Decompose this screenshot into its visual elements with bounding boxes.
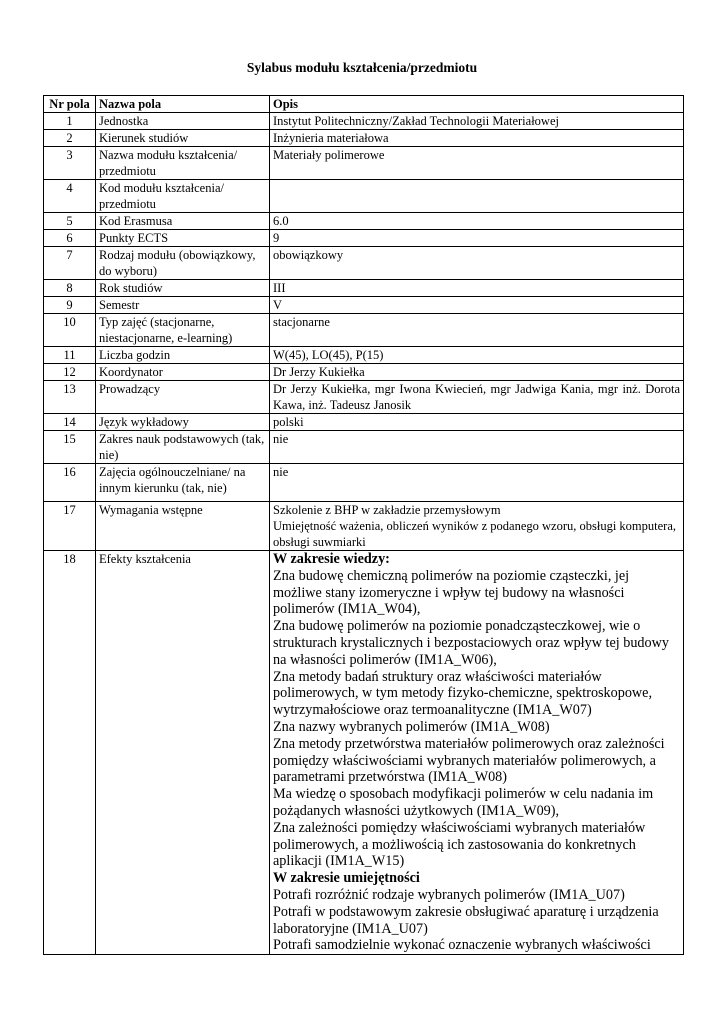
field-name: Zajęcia ogólnouczelniane/ na innym kierunku (tak, nie) (96, 464, 270, 502)
table-row (44, 247, 684, 280)
field-description: Inżynieria materiałowa (270, 130, 684, 147)
field-name: Punkty ECTS (96, 230, 270, 247)
row-number: 6 (44, 230, 96, 247)
skill-outcome: Potrafi samodzielnie wykonać oznaczenie wybranych właściwości (273, 937, 651, 954)
skills-heading: W zakresie umiejętności (273, 870, 420, 887)
field-name: Efekty kształcenia (96, 551, 270, 955)
field-name: Typ zajęć (stacjonarne, niestacjonarne, e-learning) (96, 314, 270, 347)
skill-outcome: Potrafi w podstawowym zakresie obsługiwać aparaturę i urządzenia laboratoryjne (IM1A_U07) (273, 903, 659, 937)
field-name: Rok studiów (96, 280, 270, 297)
knowledge-outcome: Zna budowę chemiczną polimerów na poziomie cząsteczki, jej możliwe stany izomeryczne i wpływ tej budowy na własności polimerów (IM1A_W04), (273, 567, 630, 618)
row-number: 5 (44, 213, 96, 230)
table-row (44, 213, 684, 230)
header-name: Nazwa pola (96, 96, 270, 113)
knowledge-outcome: Zna metody badań struktury oraz właściwości materiałów polimerowych, w tym metody fizyko-chemiczne, spektroskopowe, wytrzymałościowe oraz termoanalityczne (IM1A_W07) (273, 668, 653, 719)
field-description: obowiązkowy (270, 247, 684, 280)
field-name: Kierunek studiów (96, 130, 270, 147)
row-number: 17 (44, 502, 96, 551)
knowledge-outcome: Zna metody przetwórstwa materiałów polimerowych oraz zależności pomiędzy właściwościami wybranych materiałów polimerowych, a parametrami przetwórstwa (IM1A_W08) (273, 735, 665, 786)
field-description: V (270, 297, 684, 314)
table-row (44, 364, 684, 381)
learning-outcomes-description (270, 551, 684, 955)
field-description: III (270, 280, 684, 297)
field-name: Prowadzący (96, 381, 270, 414)
knowledge-outcome: Ma wiedzę o sposobach modyfikacji polimerów w celu nadania im pożądanych własności użytkowych (IM1A_W09), (273, 786, 654, 819)
table-row (44, 381, 684, 414)
table-row (44, 280, 684, 297)
header-nr: Nr pola (44, 96, 96, 113)
row-number: 14 (44, 414, 96, 431)
row-number: 12 (44, 364, 96, 381)
row-number: 13 (44, 381, 96, 414)
field-name: Zakres nauk podstawowych (tak, nie) (96, 431, 270, 464)
row-number: 8 (44, 280, 96, 297)
table-header-row (44, 96, 684, 113)
field-name: Kod Erasmusa (96, 213, 270, 230)
row-number: 15 (44, 431, 96, 464)
row-number: 4 (44, 180, 96, 213)
row-number: 11 (44, 347, 96, 364)
row-number: 18 (44, 551, 96, 955)
row-number: 10 (44, 314, 96, 347)
field-name: Nazwa modułu kształcenia/ przedmiotu (96, 147, 270, 180)
field-name: Semestr (96, 297, 270, 314)
prerequisite-line: Umiejętność ważenia, obliczeń wyników z podanego wzoru, obsługi komputera, obsługi suwmiarki (273, 519, 677, 549)
table-row (44, 431, 684, 464)
prerequisites-description (270, 502, 684, 551)
prerequisite-line: Szkolenie z BHP w zakładzie przemysłowym (273, 503, 501, 517)
knowledge-outcome: Zna budowę polimerów na poziomie ponadcząsteczkowej, wie o strukturach krystalicznych i bezpostaciowych oraz wpływ tej budowy na własności polimerów (IM1A_W06), (273, 618, 669, 668)
row-number: 16 (44, 464, 96, 502)
document-title: Sylabus modułu kształcenia/przedmiotu (246, 60, 478, 75)
table-row (44, 347, 684, 364)
field-description: Dr Jerzy Kukiełka, mgr Iwona Kwiecień, mgr Jadwiga Kania, mgr inż. Dorota Kawa, inż. Tadeusz Janosik (270, 381, 684, 414)
knowledge-outcome: Zna zależności pomiędzy właściwościami wybranych materiałów polimerowych, a możliwością ich zastosowania do konkretnych aplikacji (IM1A_W15) (273, 819, 646, 870)
field-name: Język wykładowy (96, 414, 270, 431)
field-description: nie (270, 464, 684, 502)
knowledge-heading: W zakresie wiedzy: (273, 551, 390, 567)
field-name: Rodzaj modułu (obowiązkowy, do wyboru) (96, 247, 270, 280)
table-row (44, 414, 684, 431)
field-description: nie (270, 431, 684, 464)
field-description: Materiały polimerowe (270, 147, 684, 180)
field-description (270, 180, 684, 213)
row-number: 1 (44, 113, 96, 130)
table-row-prerequisites (44, 502, 684, 551)
table-row (44, 230, 684, 247)
row-number: 3 (44, 147, 96, 180)
field-description: Dr Jerzy Kukiełka (270, 364, 684, 381)
field-description: stacjonarne (270, 314, 684, 347)
field-description: Instytut Politechniczny/Zakład Technologii Materiałowej (270, 113, 684, 130)
skill-outcome: Potrafi rozróżnić rodzaje wybranych polimerów (IM1A_U07) (273, 886, 625, 903)
table-row (44, 147, 684, 180)
syllabus-table (43, 95, 684, 955)
table-row-learning-outcomes (44, 551, 684, 955)
field-description: polski (270, 414, 684, 431)
table-row (44, 297, 684, 314)
table-row (44, 314, 684, 347)
header-desc: Opis (270, 96, 684, 113)
field-description: 9 (270, 230, 684, 247)
row-number: 7 (44, 247, 96, 280)
field-name: Kod modułu kształcenia/ przedmiotu (96, 180, 270, 213)
table-row (44, 180, 684, 213)
table-row (44, 113, 684, 130)
field-description: 6.0 (270, 213, 684, 230)
field-name: Liczba godzin (96, 347, 270, 364)
row-number: 9 (44, 297, 96, 314)
field-name: Jednostka (96, 113, 270, 130)
row-number: 2 (44, 130, 96, 147)
field-name: Wymagania wstępne (96, 502, 270, 551)
table-row (44, 130, 684, 147)
knowledge-outcome: Zna nazwy wybranych polimerów (IM1A_W08) (273, 718, 550, 735)
field-description: W(45), LO(45), P(15) (270, 347, 684, 364)
table-row (44, 464, 684, 502)
field-name: Koordynator (96, 364, 270, 381)
